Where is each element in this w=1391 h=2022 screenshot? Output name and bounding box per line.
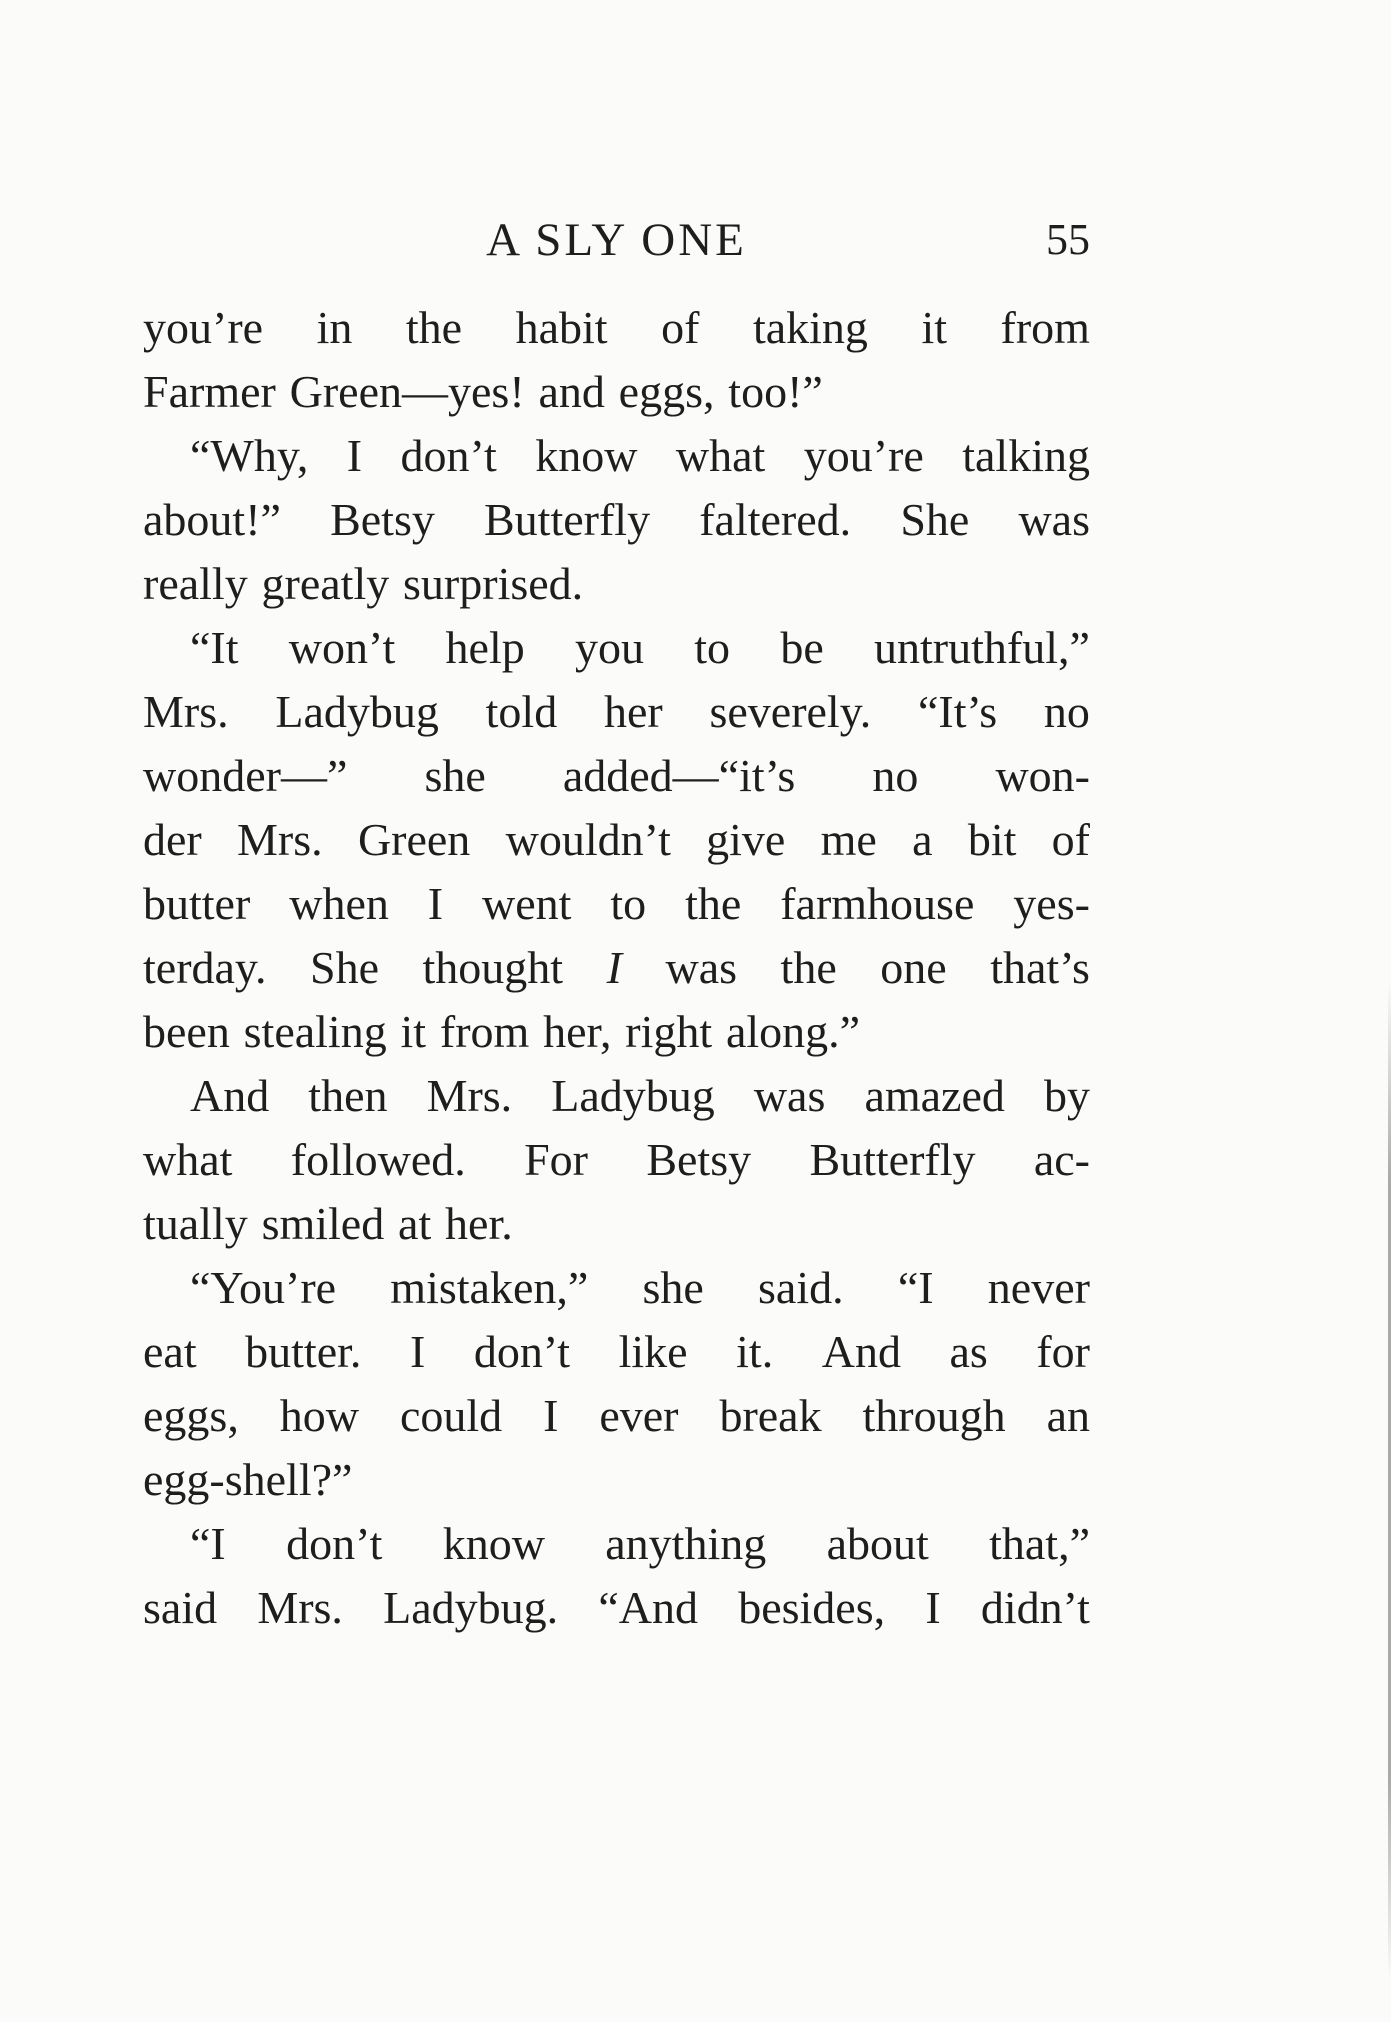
word: by: [1043, 1070, 1090, 1121]
word: Butterfly: [484, 494, 651, 545]
word: talking: [962, 430, 1090, 481]
word: from: [439, 1006, 530, 1057]
word: give: [706, 814, 786, 865]
word: faltered.: [699, 494, 852, 545]
text-line: [143, 360, 1090, 424]
word: the: [405, 302, 463, 353]
word: said.: [758, 1262, 844, 1313]
word: one: [880, 942, 947, 993]
word: And: [190, 1070, 270, 1121]
word: at: [398, 1198, 432, 1249]
word: And: [821, 1326, 901, 1377]
text-line: [143, 616, 1090, 680]
word: I: [925, 1582, 941, 1633]
word: she: [642, 1262, 704, 1313]
word: followed.: [290, 1134, 466, 1185]
word: you’re: [803, 430, 924, 481]
text-line: [143, 1512, 1090, 1576]
text-line: [143, 296, 1090, 360]
text-line: [143, 808, 1090, 872]
word: the: [685, 878, 742, 929]
word: a: [912, 814, 933, 865]
word: For: [524, 1134, 588, 1185]
word: when: [289, 878, 389, 929]
word: butter: [143, 878, 251, 929]
word: help: [445, 622, 525, 673]
text-line: [143, 680, 1090, 744]
word: me: [820, 814, 877, 865]
text-line: [143, 1000, 1090, 1064]
word: that’s: [990, 942, 1090, 993]
word: untruthful,”: [874, 622, 1090, 673]
text-line: [143, 744, 1090, 808]
word: it: [921, 302, 947, 353]
word: too!”: [728, 366, 823, 417]
word: stealing: [243, 1006, 387, 1057]
word: that,”: [989, 1518, 1090, 1569]
word: to: [694, 622, 731, 673]
word: Butterfly: [809, 1134, 976, 1185]
word: it: [400, 1006, 427, 1057]
word: ac-: [1033, 1134, 1090, 1185]
word: don’t: [400, 430, 497, 481]
word: she: [424, 750, 486, 801]
word: mistaken,”: [390, 1262, 589, 1313]
text-line: [143, 488, 1090, 552]
word: eggs,: [143, 1390, 239, 1441]
text-line: [143, 1384, 1090, 1448]
word: an: [1046, 1390, 1090, 1441]
word: She: [309, 942, 379, 993]
word: it.: [736, 1326, 774, 1377]
word: be: [780, 622, 824, 673]
text-line: [143, 1192, 1090, 1256]
word: was: [1018, 494, 1090, 545]
word: no: [872, 750, 919, 801]
word: Farmer: [143, 366, 276, 417]
text-line: [143, 1128, 1090, 1192]
word: break: [719, 1390, 822, 1441]
word: I: [409, 1326, 426, 1377]
word: been: [143, 1006, 230, 1057]
word: “It’s: [917, 686, 998, 737]
word: “I: [190, 1518, 226, 1569]
word: didn’t: [980, 1582, 1090, 1633]
word: Mrs.: [426, 1070, 513, 1121]
word: her,: [543, 1006, 612, 1057]
body-text: [143, 296, 1090, 1640]
word: know: [535, 430, 638, 481]
word: “Why,: [190, 430, 309, 481]
word: no: [1043, 686, 1090, 737]
word: ever: [599, 1390, 679, 1441]
word: eggs,: [618, 366, 715, 417]
word: don’t: [286, 1518, 383, 1569]
word: and: [538, 366, 605, 417]
word: Ladybug: [551, 1070, 715, 1121]
word: could: [399, 1390, 503, 1441]
word: “And: [598, 1582, 698, 1633]
word: went: [482, 878, 572, 929]
word: greatly: [261, 558, 390, 609]
word: Mrs.: [237, 814, 323, 865]
word: what: [143, 1134, 233, 1185]
word: Mrs.: [143, 686, 229, 737]
word: habit: [515, 302, 608, 353]
word: was: [665, 942, 738, 993]
word: Betsy: [646, 1134, 752, 1185]
text-line: [143, 1448, 1090, 1512]
word: Mrs.: [257, 1582, 343, 1633]
word: I: [346, 430, 363, 481]
word: Ladybug: [275, 686, 439, 737]
text-line: [143, 552, 1090, 616]
word: surprised.: [403, 558, 584, 609]
word: of: [661, 302, 700, 353]
word: to: [610, 878, 647, 929]
word: don’t: [473, 1326, 571, 1377]
word: butter.: [245, 1326, 362, 1377]
text-line: [143, 872, 1090, 936]
word: her.: [445, 1198, 513, 1249]
word: never: [987, 1262, 1090, 1313]
word: I: [427, 878, 444, 929]
word: won-: [995, 750, 1090, 801]
word: in: [316, 302, 353, 353]
text-line: [143, 1256, 1090, 1320]
word: egg-shell?”: [143, 1454, 353, 1505]
word: Green: [357, 814, 471, 865]
page-number: 55: [1046, 215, 1090, 264]
word: how: [279, 1390, 359, 1441]
word: know: [442, 1518, 545, 1569]
word: wonder—”: [143, 750, 348, 801]
word: for: [1036, 1326, 1090, 1377]
word: right: [625, 1006, 713, 1057]
word: as: [949, 1326, 988, 1377]
text-line: [143, 1320, 1090, 1384]
word: then: [308, 1070, 388, 1121]
word: the: [780, 942, 837, 993]
word: severely.: [709, 686, 872, 737]
word: Ladybug.: [383, 1582, 559, 1633]
word: about!”: [143, 494, 281, 545]
word: along.”: [725, 1006, 861, 1057]
word: won’t: [288, 622, 396, 673]
word: “I: [897, 1262, 934, 1313]
word: tually: [143, 1198, 248, 1249]
text-line: [143, 1064, 1090, 1128]
word: like: [618, 1326, 688, 1377]
word: what: [675, 430, 766, 481]
word: anything: [605, 1518, 767, 1569]
word: from: [1000, 302, 1090, 353]
running-head: [143, 210, 1090, 270]
word: She: [900, 494, 970, 545]
word: amazed: [864, 1070, 1005, 1121]
word: besides,: [738, 1582, 886, 1633]
word: you’re: [143, 302, 264, 353]
word: der: [143, 814, 202, 865]
word: bit: [967, 814, 1017, 865]
word: I: [606, 942, 622, 993]
word: added—“it’s: [562, 750, 796, 801]
word: taking: [752, 302, 868, 353]
word: farmhouse: [780, 878, 975, 929]
word: Green—yes!: [289, 366, 525, 417]
running-title: A SLY ONE: [486, 214, 747, 266]
text-line: [143, 424, 1090, 488]
word: yes-: [1013, 878, 1090, 929]
word: her: [603, 686, 663, 737]
text-line: [143, 1576, 1090, 1640]
word: thought: [422, 942, 564, 993]
text-line: [143, 936, 1090, 1000]
word: said: [143, 1582, 218, 1633]
word: really: [143, 558, 248, 609]
word: I: [543, 1390, 559, 1441]
word: wouldn’t: [505, 814, 671, 865]
word: eat: [143, 1326, 197, 1377]
word: “You’re: [190, 1262, 337, 1313]
word: terday.: [143, 942, 267, 993]
word: through: [862, 1390, 1006, 1441]
word: Betsy: [330, 494, 435, 545]
word: smiled: [261, 1198, 385, 1249]
word: “It: [190, 622, 239, 673]
word: told: [485, 686, 558, 737]
word: about: [826, 1518, 929, 1569]
word: of: [1051, 814, 1090, 865]
word: was: [753, 1070, 826, 1121]
word: you: [575, 622, 645, 673]
